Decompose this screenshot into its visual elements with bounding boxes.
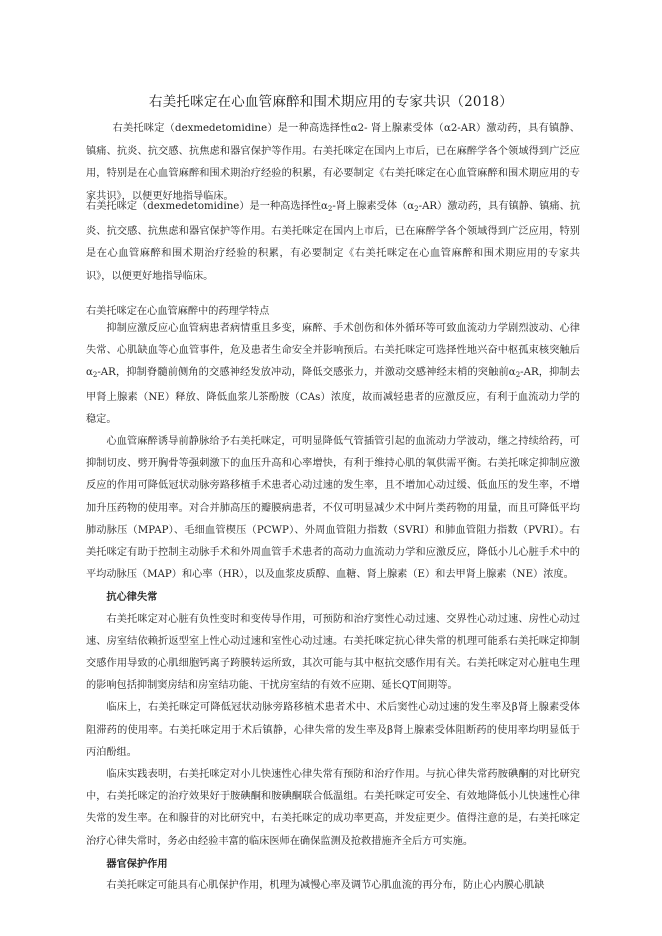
para1-text-c: -AR，抑制去甲肾上腺素（NE）释放、降低血浆儿茶酚胺（CAs）浓度，故而减轻患者的应激反应，有利于血流动力学的稳定。: [86, 367, 580, 425]
intro2-text-c: -AR）激动药，具有镇静、镇痛、抗炎、抗交感、抗焦虑和器官保护等作用。右美托咪定在国内上市后，已在麻醉学各个领域得到广泛应用，特别是在心血管麻醉和围术期治疗经验的积累，有必要制定《右美托咪定在心血管麻醉和围术期应用的专家共识》，以便更好地指导临床。: [86, 201, 581, 282]
section-body: [86, 318, 580, 897]
intro-paragraph-2-text: [86, 196, 580, 288]
intro-paragraph-1: [86, 118, 580, 208]
intro2-subscript-1: 2: [327, 205, 333, 213]
heading-organ-protection: 器官保护作用: [106, 857, 168, 870]
para1-subscript-2: 2: [515, 371, 521, 380]
intro-paragraph-2: [86, 196, 580, 288]
intro2-subscript-2: 2: [414, 205, 419, 213]
intro2-text-b: -肾上腺素受体（α: [332, 201, 415, 212]
para1-text-a: 抑制应激反应心血管病患者病情重且多变，麻醉、手术创伤和体外循环等可致血流动力学剧烈波动、心律失常、心肌缺血等心血管事件，危及患者生命安全并影响预后。右美托咪定可选择性地兴奋中枢孤束核突触后α: [86, 323, 580, 379]
paragraph-stress-response: [86, 318, 580, 431]
para1-text-b: -AR，抑制脊髓前侧角的交感神经发放冲动，降低交感张力，并激动交感神经末梢的突触前α: [97, 367, 516, 379]
section-title: 右美托咪定在心血管麻醉中的药理学特点: [86, 306, 270, 317]
paragraph-hemodynamics: 心血管麻醉诱导前静脉给予右美托咪定，可明显降低气管插管引起的血流动力学波动，继之持续给药，可抑制切皮、劈开胸骨等强刺激下的血压升高和心率增快，有利于维持心肌的氧供需平衡。右美托咪定抑制应激反应的作用可降低冠状动脉旁路移植手术患者心动过速的发生率，且不增加心动过缓、低血压的发生率，不增加升压药物的使用率。对合并肺高压的瓣膜病患者，不仅可明显减少术中阿片类药物的用量，而且可降低平均肺动脉压（MPAP）、毛细血管楔压（PCWP）、外周血管阻力指数（SVRI）和肺血管阻力指数（PVRI）。右美托咪定有助于控制主动脉手术和外周血管手术患者的高动力血流动力学和应激反应，降低小儿心脏手术中的平均动脉压（MAP）和心率（HR），以及血浆皮质醇、血糖、肾上腺素（E）和去甲肾上腺素（NE）浓度。: [86, 436, 580, 581]
paragraph-myocardial-protection: 右美托咪定可能具有心肌保护作用，机理为减慢心率及调节心肌血流的再分布，防止心内膜心肌缺: [106, 880, 545, 892]
intro2-text-a: 右美托咪定（dexmedetomidine）是一种高选择性α: [86, 201, 328, 212]
paragraph-pediatric: 临床实践表明，右美托咪定对小儿快速性心律失常有预防和治疗作用。与抗心律失常药胺碘酮的对比研究中，右美托咪定的治疗效果好于胺碘酮和胺碘酮联合低温组。右美托咪定可安全、有效地降低小儿快速性心律失常的发生率。在和腺苷的对比研究中，右美托咪定的成功率更高，并发症更少。值得注意的是，右美托咪定治疗心律失常时，务必由经验丰富的临床医师在确保监测及抢救措施齐全后方可实施。: [86, 769, 580, 847]
document-title: 右美托咪定在心血管麻醉和围术期应用的专家共识（2018）: [149, 94, 513, 110]
paragraph-electrophysiology: 右美托咪定对心脏有负性变时和变传导作用，可预防和治疗窦性心动过速、交界性心动过速、房性心动过速、房室结依赖折返型室上性心动过速和室性心动过速。右美托咪定抗心律失常的机理可能系右美托咪定抑制交感作用导致的心肌细胞钙离子跨膜转运所致，其次可能与其中枢抗交感作用有关。右美托咪定对心脏电生理的影响包括抑制窦房结和房室结功能、干扰房室结的有效不应期、延长QT间期等。: [86, 613, 580, 692]
intro-paragraph-1-text: 右美托咪定（dexmedetomidine）是一种高选择性α2- 肾上腺素受体（α2-AR）激动药，具有镇静、镇痛、抗炎、抗交感、抗焦虑和器官保护等作用。右美托咪定在国内上市后，已在麻醉学各个领域得到广泛应用，特别是在心血管麻醉和围术期治疗经验的积累，有必要制定《右美托咪定在心血管麻醉和围术期应用的专家共识》，以便更好地指导临床。: [86, 123, 580, 202]
paragraph-clinical: 临床上，右美托咪定可降低冠状动脉旁路移植术患者术中、术后窦性心动过速的发生率及β肾上腺素受体阻滞药的使用率。右美托咪定用于术后镇静，心律失常的发生率及β肾上腺素受体阻断药的使用率均明显低于丙泊酚组。: [86, 702, 580, 758]
para1-subscript-1: 2: [92, 371, 98, 380]
heading-anti-arrhythmia: 抗心律失常: [106, 591, 158, 604]
